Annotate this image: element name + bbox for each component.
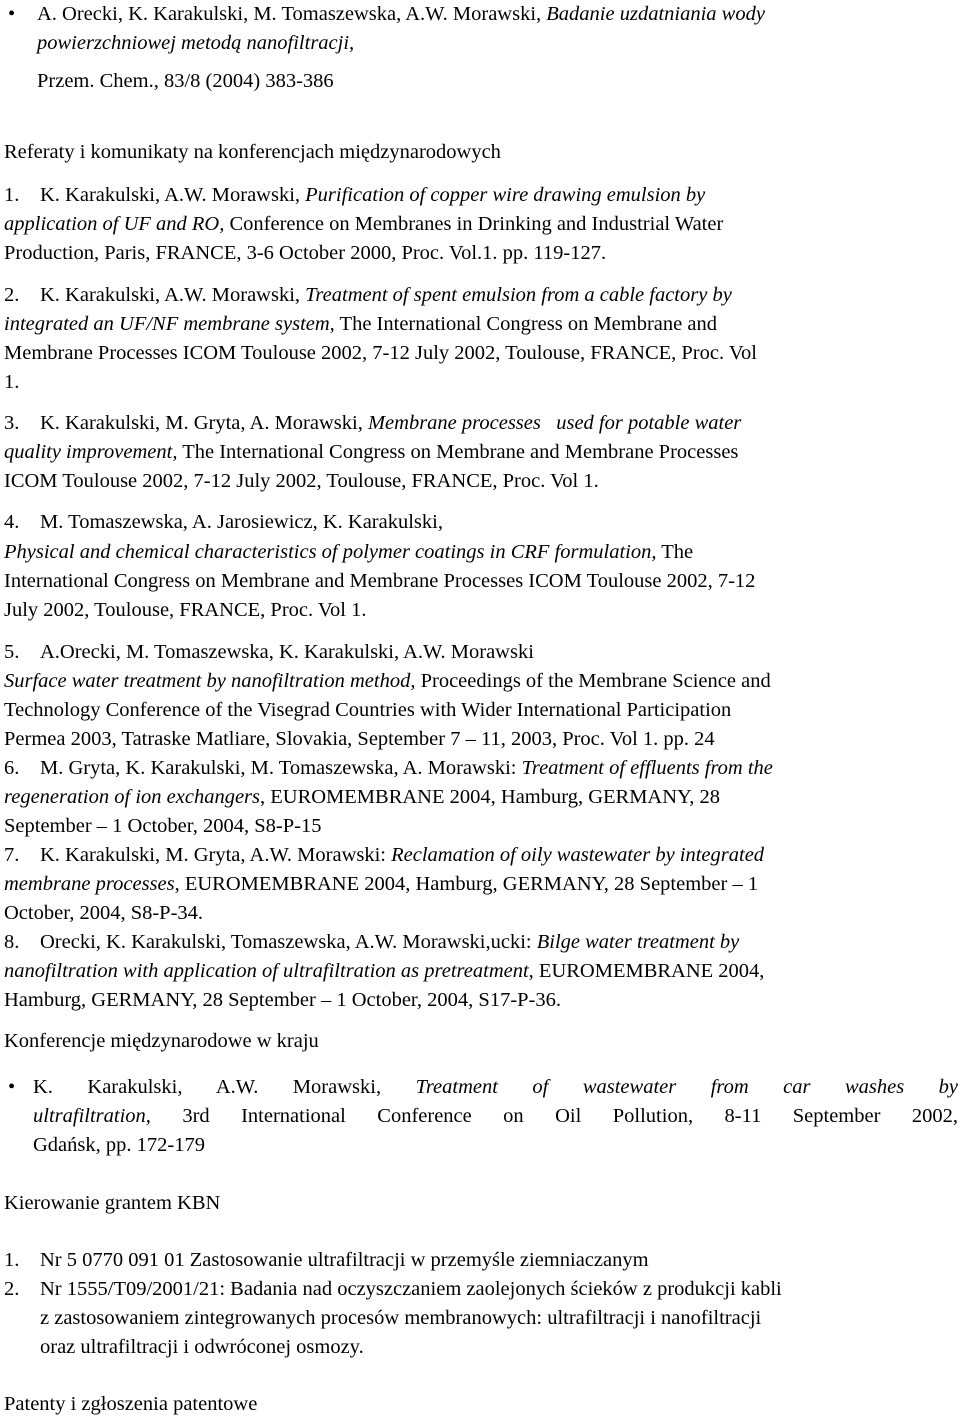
entry-venue: 3rd International Conference on Oil Pollution, 8-11 September 2002, <box>150 1105 958 1127</box>
entry-authors: M. Gryta, K. Karakulski, M. Tomaszewska, A. Morawski: <box>40 757 522 779</box>
entry-venue: Conference on Membranes in Drinking and Industrial Water <box>224 213 724 235</box>
entry-title: regeneration of ion exchangers <box>4 786 260 808</box>
entry-line <box>4 538 956 567</box>
entry-title: nanofiltration with application of ultrafiltration as pretreatment <box>4 960 529 982</box>
entry-venue: July 2002, Toulouse, FRANCE, Proc. Vol 1. <box>4 599 367 621</box>
journal-authors: A. Orecki, K. Karakulski, M. Tomaszewska, A.W. Morawski, <box>37 3 547 25</box>
entry-venue: ICOM Toulouse 2002, 7-12 July 2002, Toulouse, FRANCE, Proc. Vol 1. <box>4 470 599 492</box>
section-title: Kierowanie grantem KBN <box>4 1192 221 1214</box>
entry-authors: K. Karakulski, M. Gryta, A. Morawski, <box>40 412 368 434</box>
entry-line <box>40 409 956 438</box>
entry-authors: M. Tomaszewska, A. Jarosiewicz, K. Karakulski, <box>40 511 443 533</box>
entry-venue: International Congress on Membrane and Membrane Processes ICOM Toulouse 2002, 7-12 <box>4 570 756 592</box>
entry-line <box>33 1073 958 1102</box>
entry-title: membrane processes <box>4 873 175 895</box>
conference-entry-5 <box>4 638 956 758</box>
conference-entry-6 <box>4 754 956 844</box>
section-title: Konferencje międzynarodowe w kraju <box>4 1030 319 1052</box>
entry-authors: Orecki, K. Karakulski, Tomaszewska, A.W. Morawski,ucki: <box>40 931 537 953</box>
entry-number: 7. <box>4 844 20 866</box>
entry-authors: K. Karakulski, A.W. Morawski, <box>40 184 306 206</box>
entry-line <box>4 438 956 467</box>
entry-title: Physical and chemical characteristics of polymer coatings in CRF formulation, <box>4 541 657 563</box>
entry-line <box>4 310 956 339</box>
entry-authors: K. Karakulski, M. Gryta, A.W. Morawski: <box>40 844 392 866</box>
entry-title: Treatment of effluents from the <box>521 757 773 779</box>
bullet-icon: • <box>8 3 16 25</box>
entry-title: Treatment of wastewater from car washes by <box>415 1076 958 1098</box>
grant-entry-1 <box>4 1246 956 1276</box>
entry-venue: Permea 2003, Tatraske Matliare, Slovakia, September 7 – 11, 2003, Proc. Vol 1. pp. 24 <box>4 728 715 750</box>
entry-line <box>40 281 956 310</box>
conference-entry-4 <box>4 508 956 628</box>
journal-line-1 <box>37 0 956 29</box>
entry-title: Treatment of spent emulsion from a cable factory by <box>305 284 732 306</box>
conference-entry-8 <box>4 928 956 1018</box>
entry-number: 2. <box>4 284 20 306</box>
grant-text: oraz ultrafiltracji i odwróconej osmozy. <box>40 1336 364 1358</box>
entry-line <box>40 754 956 783</box>
entry-venue: , EUROMEMBRANE 2004, Hamburg, GERMANY, 28 September – 1 <box>174 873 759 895</box>
entry-venue: Gdańsk, pp. 172-179 <box>33 1134 205 1156</box>
entry-venue: Technology Conference of the Visegrad Countries with Wider International Participation <box>4 699 732 721</box>
entry-line <box>40 181 956 210</box>
entry-title: integrated an UF/NF membrane system, <box>4 313 335 335</box>
grant-entry-2 <box>4 1275 956 1365</box>
entry-venue: Membrane Processes ICOM Toulouse 2002, 7-12 July 2002, Toulouse, FRANCE, Proc. Vol <box>4 342 757 364</box>
entry-line <box>40 841 956 870</box>
entry-title: Reclamation of oily wastewater by integrated <box>391 844 765 866</box>
journal-citation: Przem. Chem., 83/8 (2004) 383-386 <box>37 70 334 92</box>
section-title: Patenty i zgłoszenia patentowe <box>4 1393 258 1415</box>
entry-venue: The <box>656 541 694 563</box>
journal-title-part: Badanie uzdatniania wody <box>546 3 765 25</box>
entry-venue: The International Congress on Membrane and <box>334 313 717 335</box>
entry-venue: Production, Paris, FRANCE, 3-6 October 2000, Proc. Vol.1. pp. 119-127. <box>4 242 607 264</box>
entry-line <box>4 210 956 239</box>
entry-line <box>40 928 956 957</box>
entry-number: 6. <box>4 757 20 779</box>
entry-venue: , EUROMEMBRANE 2004, <box>528 960 765 982</box>
entry-title: quality improvement, <box>4 441 178 463</box>
conference-entry-1 <box>4 181 956 271</box>
grant-text: Nr 1555/T09/2001/21: Badania nad oczyszczaniem zaolejonych ścieków z produkcji kabli <box>40 1278 782 1300</box>
entry-title: Membrane processes used for potable water <box>367 412 742 434</box>
entry-number: 2. <box>4 1278 20 1300</box>
entry-line <box>33 1102 958 1131</box>
journal-line-2 <box>37 29 956 58</box>
bullet-icon: • <box>8 1076 16 1098</box>
entry-number: 4. <box>4 511 20 533</box>
entry-number: 3. <box>4 412 20 434</box>
entry-line <box>4 870 956 899</box>
entry-venue: Proceedings of the Membrane Science and <box>415 670 771 692</box>
entry-line <box>4 667 956 696</box>
entry-authors: K. Karakulski, A.W. Morawski, <box>33 1076 416 1098</box>
entry-title: Bilge water treatment by <box>536 931 740 953</box>
conference-entry-2 <box>4 281 956 401</box>
entry-title: Purification of copper wire drawing emulsion by <box>305 184 706 206</box>
entry-authors: A.Orecki, M. Tomaszewska, K. Karakulski, A.W. Morawski <box>40 641 534 663</box>
entry-venue: The International Congress on Membrane and Membrane Processes <box>177 441 739 463</box>
grant-text: z zastosowaniem zintegrowanych procesów membranowych: ultrafiltracji i nanofiltracji <box>40 1307 762 1329</box>
entry-line <box>4 783 956 812</box>
grant-text: Nr 5 0770 091 01 Zastosowanie ultrafiltracji w przemyśle ziemniaczanym <box>40 1249 649 1271</box>
entry-title: Surface water treatment by nanofiltration method, <box>4 670 416 692</box>
entry-venue: , EUROMEMBRANE 2004, Hamburg, GERMANY, 28 <box>260 786 720 808</box>
entry-venue: Hamburg, GERMANY, 28 September – 1 October, 2004, S17-P-36. <box>4 989 562 1011</box>
entry-number: 8. <box>4 931 20 953</box>
entry-number: 5. <box>4 641 20 663</box>
entry-title: application of UF and RO, <box>4 213 225 235</box>
entry-authors: K. Karakulski, A.W. Morawski, <box>40 284 306 306</box>
entry-line <box>4 957 956 986</box>
entry-number: 1. <box>4 184 20 206</box>
entry-venue: 1. <box>4 371 20 393</box>
entry-venue: September – 1 October, 2004, S8-P-15 <box>4 815 322 837</box>
domestic-conference-entry <box>4 1073 956 1163</box>
journal-title-part: powierzchniowej metodą nanofiltracji, <box>37 32 355 54</box>
entry-venue: October, 2004, S8-P-34. <box>4 902 204 924</box>
entry-title: ultrafiltration, <box>33 1105 151 1127</box>
entry-number: 1. <box>4 1249 20 1271</box>
conference-entry-3 <box>4 409 956 499</box>
section-title: Referaty i komunikaty na konferencjach międzynarodowych <box>4 141 501 163</box>
conference-entry-7 <box>4 841 956 931</box>
